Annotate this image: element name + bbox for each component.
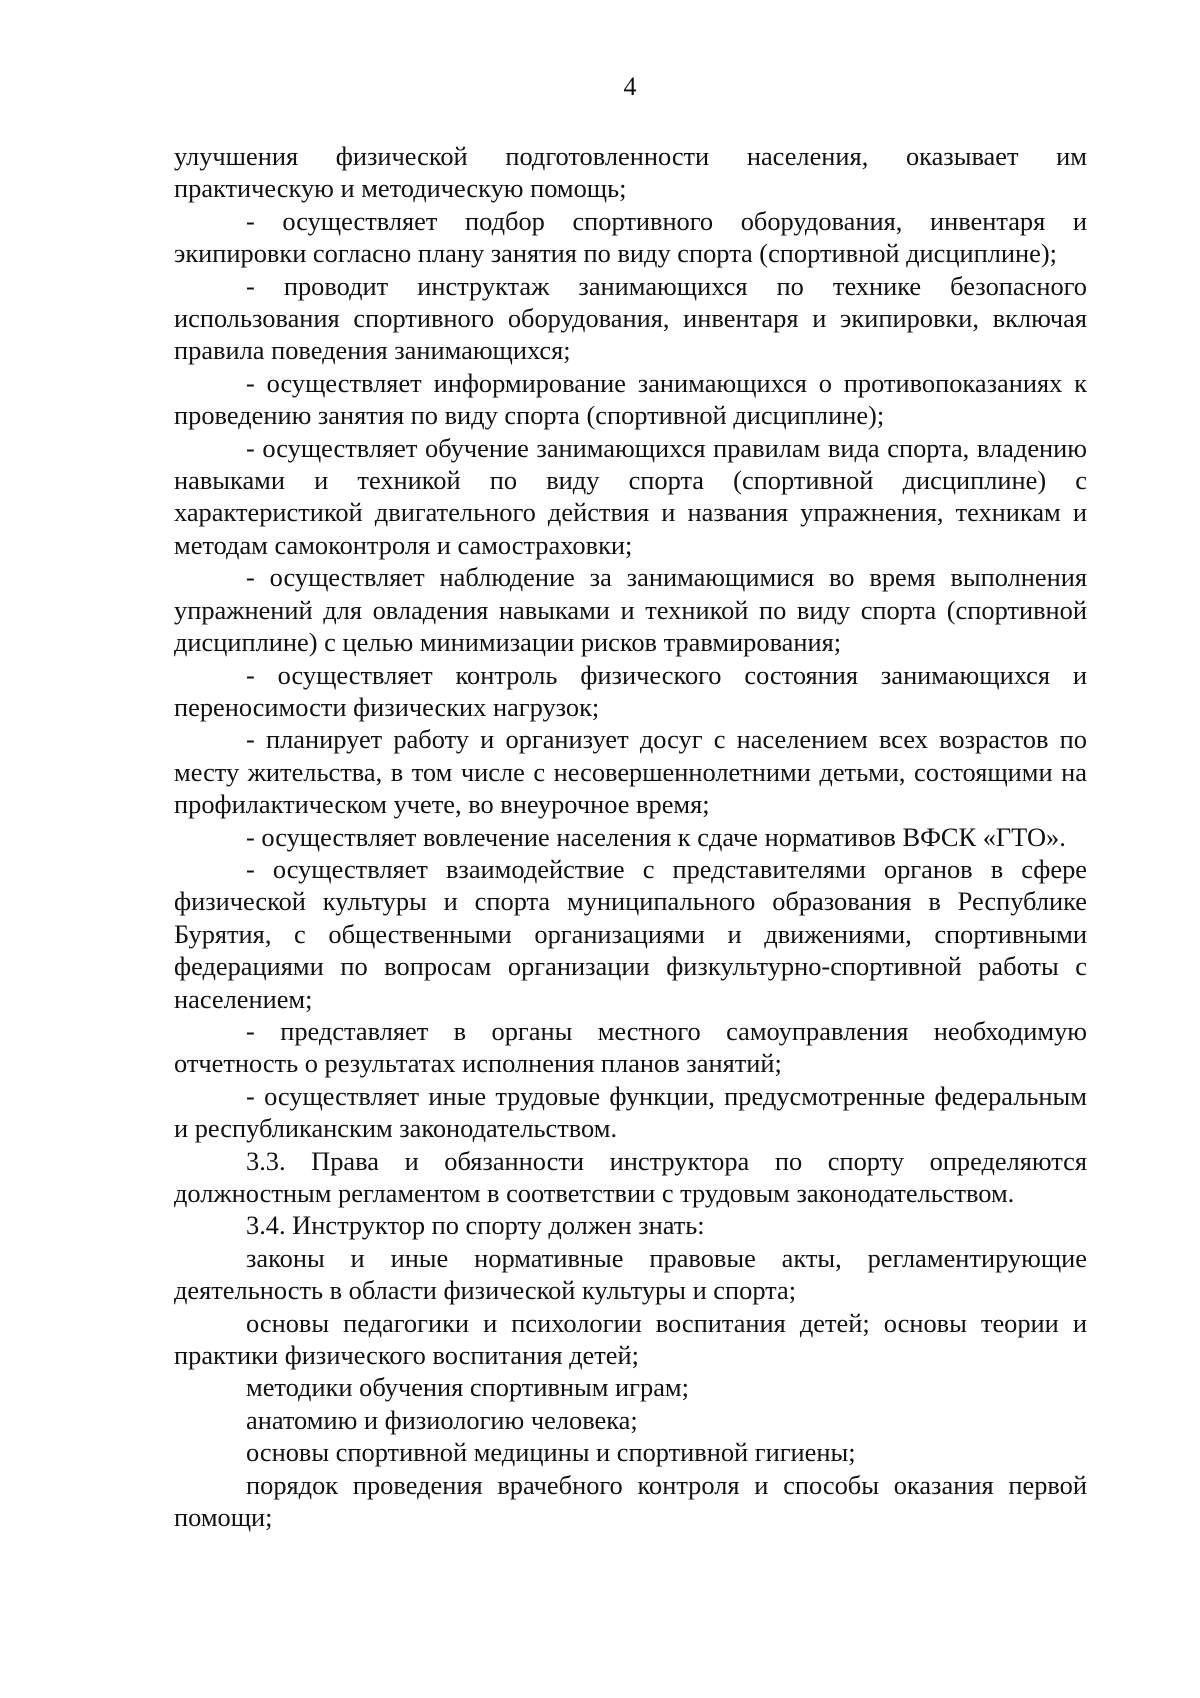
paragraph: - осуществляет вовлечение населения к сдаче нормативов ВФСК «ГТО». <box>246 821 1066 852</box>
paragraph: основы педагогики и психологии воспитания детей; основы теории и практики физического воспитания детей; <box>174 1307 1087 1371</box>
paragraph: - представляет в органы местного самоуправления необходимую отчетность о результатах исполнения планов занятий; <box>174 1015 1087 1079</box>
paragraph: анатомию и физиологию человека; <box>246 1404 638 1435</box>
paragraph: - осуществляет обучение занимающихся правилам вида спорта, владению навыками и техникой по виду спорта (спортивной дисциплине) с характеристикой двигательного действия и названия упражнения, техникам и методам самоконтроля и самостраховки; <box>174 432 1087 560</box>
paragraph: основы спортивной медицины и спортивной гигиены; <box>246 1437 856 1468</box>
paragraph: законы и иные нормативные правовые акты, регламентирующие деятельность в области физической культуры и спорта; <box>174 1242 1087 1306</box>
paragraph: - осуществляет взаимодействие с представителями органов в сфере физической культуры и спорта муниципального образования в Республике Бурятия, с общественными организациями и движениями, спортивными федерациями по вопросам организации физкультурно-спортивной работы с населением; <box>174 853 1087 1014</box>
paragraph: улучшения физической подготовленности населения, оказывает им практическую и методическую помощь; <box>174 141 1087 204</box>
paragraph: - осуществляет иные трудовые функции, предусмотренные федеральным и республиканским законодательством. <box>174 1080 1087 1144</box>
paragraph: - осуществляет наблюдение за занимающимися во время выполнения упражнений для овладения навыками и техникой по виду спорта (спортивной дисциплине) с целью минимизации рисков травмирования; <box>174 562 1087 658</box>
page-number: 4 <box>623 72 637 101</box>
paragraph: 3.3. Права и обязанности инструктора по спорту определяются должностным регламентом в соответствии с трудовым законодательством. <box>174 1145 1087 1208</box>
paragraph: - проводит инструктаж занимающихся по технике безопасного использования спортивного оборудования, инвентаря и экипировки, включая правила поведения занимающихся; <box>174 270 1087 366</box>
paragraph: порядок проведения врачебного контроля и способы оказания первой помощи; <box>174 1469 1087 1533</box>
paragraph: 3.4. Инструктор по спорту должен знать: <box>246 1210 705 1241</box>
document-body <box>174 140 1087 1533</box>
paragraph: - осуществляет контроль физического состояния занимающихся и переносимости физических нагрузок; <box>174 659 1087 722</box>
paragraph: - планирует работу и организует досуг с населением всех возрастов по месту жительства, в том числе с несовершеннолетними детьми, состоящими на профилактическом учете, во внеурочное время; <box>174 724 1087 820</box>
paragraph: методики обучения спортивным играм; <box>246 1372 689 1403</box>
paragraph: - осуществляет информирование занимающихся о противопоказаниях к проведению занятия по виду спорта (спортивной дисциплине); <box>174 367 1087 431</box>
paragraph: - осуществляет подбор спортивного оборудования, инвентаря и экипировки согласно плану занятия по виду спорта (спортивной дисциплине); <box>174 205 1087 269</box>
